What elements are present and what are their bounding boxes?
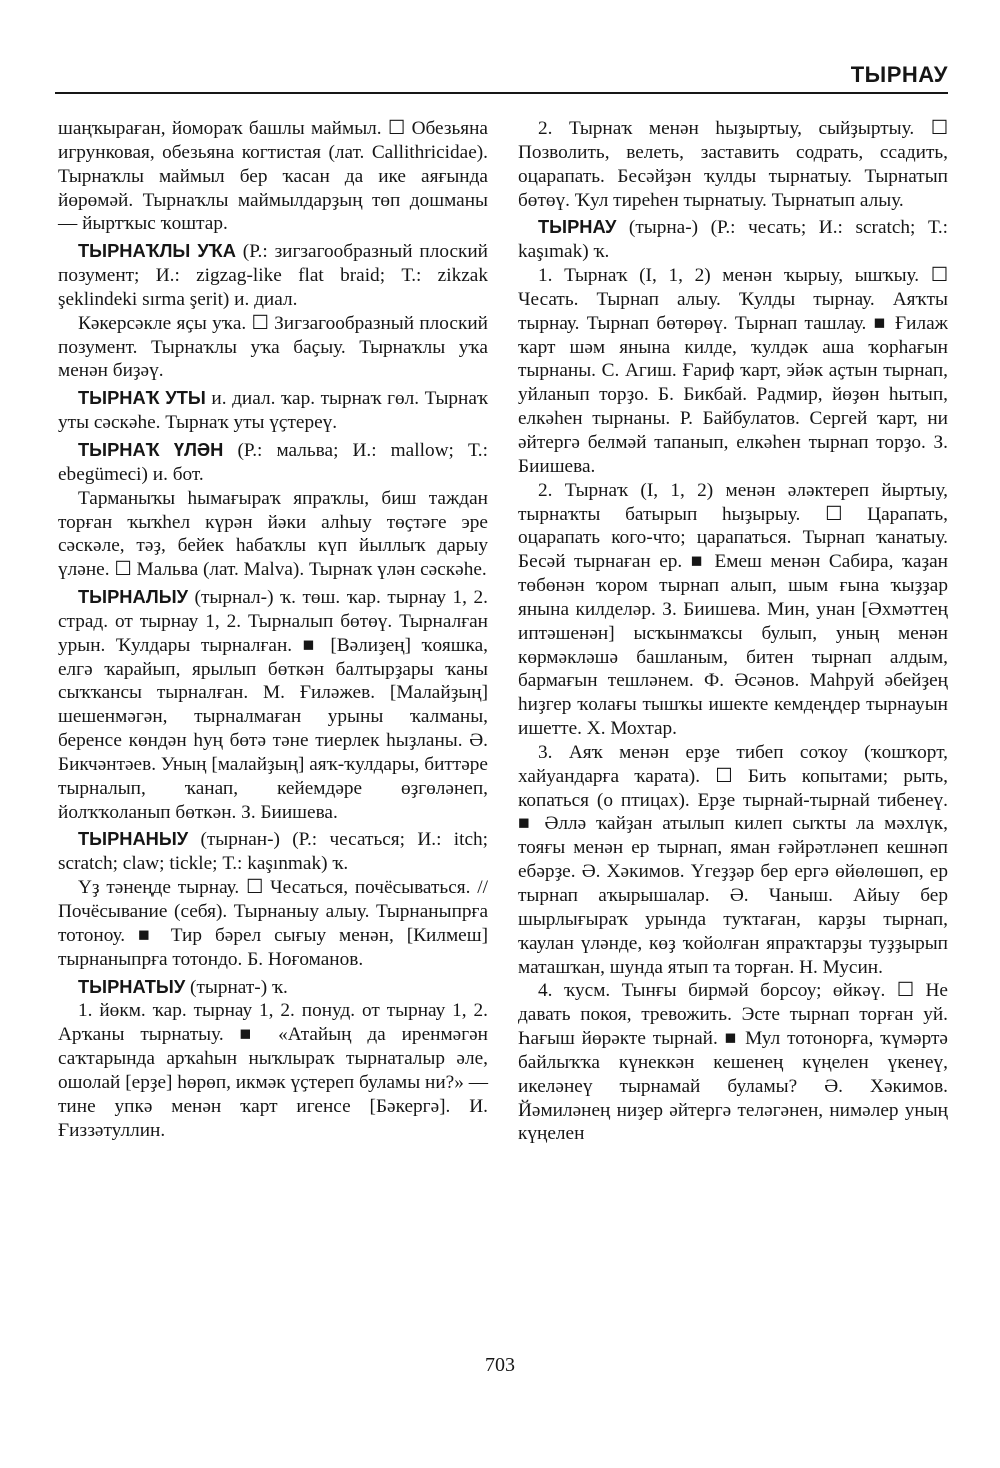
entry-sense: 1. йөкм. ҡар. тырнау 1, 2. понуд. от тырнау 1, 2. Арҡаны тырнатыу. ■ «Атайың да иренмәгән саҡтарында арҡаһын ныҡлыраҡ тырнаталыр әле, ошолай [ерҙе] һөрөп, икмәк үҫтереп буламы ни?» — тине упкә менән ҡарт игенсе [Бәкергә]. И. Ғиззәтуллин. [58, 1000, 488, 1141]
headword: ТЫРНАҠ ҮЛӘН [78, 438, 224, 460]
entry-sense: 3. Аяҡ менән ерҙе тибеп соҡоу (ҡошҡорт, хайуандарға ҡарата). ☐ Бить копытами; рыть, копаться (о птицах). Ерҙе тырнай-тырнай тибенеү. ■ Әллә ҡайҙан атылып килеп сыҡты ла мәхлүк, тояғы менән ер тырнап, яман ғәйрәтләнеп кешнәп ебәрҙе. Ә. Хәкимов. Үгеҙҙәр бер ергә өйөлөшөп, ер тырнап аҡырышалар. Ә. Чаныш. Айыу бер шырлығыраҡ урында туҡтаған, карҙы тырнап, ҡаулан үләнде, көҙ ҡойолған япраҡтарҙы туҙҙырып маташҡан, шунда ятып та торған. Н. Мусин. [518, 741, 948, 978]
entry-body: Үҙ тәнеңде тырнау. ☐ Чесаться, почёсываться. // Почёсывание (себя). Тырнаныу алыу. Тырнаныпрға тотоноу. ■ Тир бәрел сығыу менән, [Килмеш] тырнаныпрға тотондо. Б. Ноғоманов. [58, 877, 488, 970]
entry-gloss: (тырнал-) ҡ. төш. ҡар. тырнау 1, 2. страд. от тырнау 1, 2. Тырналып бөтөү. Тырналған урын. Ҡулдары тырналған. ■ [Вәлиҙең] ҡояшка, елгә ҡарайып, ярылып бөткән балтырҙары ҡаны сыҡҡансы тырналған. М. Ғиләжев. [Малайҙың] шешенмәгән, тырналмаған урыны ҡалманы, беренсе көндән һуң бөтә тәне тиерлек һыҙланы. Ә. Бикчәнтәев. Уның [малайҙың] аяҡ-ҡулдары, биттәре тырналып, ҡанап, кейемдәре өҙгөләнеп, йолҡҡоланып бөткән. З. Биишева. [58, 587, 488, 823]
headword: ТЫРНАТЫУ [78, 975, 186, 997]
entry-sense: 1. Тырнаҡ (I, 1, 2) менән ҡырыу, ышҡыу. ☐ Чесать. Тырнап алыу. Ҡулды тырнау. Аяҡты тырнау. Тырнап бөтөрөү. Тырнап ташлау. ■ Ғилаж ҡарт шәм янына килде, ҡулдәк аша ҡорһағын тырнаны. С. Агиш. Ғариф ҡарт, эйәк аҫтын тырнап, уйланып торҙо. Б. Бикбай. Радмир, йөҙөн һытып, елкәһен тырнаны. Р. Байбулатов. Сергей ҡарт, ни әйтергә белмәй тапанып, елкәһен тырнап торҙо. З. Биишева. [518, 265, 948, 477]
headword: ТЫРНАҠ УТЫ [78, 387, 206, 409]
entry-gloss: (тырнан-) (Р.: чесаться; И.: itch; scratch; claw; tickle; Т.: kaşınmak) ҡ. [58, 829, 488, 875]
entry-gloss: (тырнат-) ҡ. [190, 976, 288, 998]
left-column [58, 117, 488, 1142]
page-header [55, 58, 948, 94]
page-number: 703 [485, 1354, 515, 1376]
entry-sense: 2. Тырнаҡ менән һыҙыртыу, сыйҙыртыу. ☐ Позволить, велеть, заставить содрать, ссадить, оцарапать. Бесәйҙән ҡулды тырнатыу. Тырнатып бөтөү. Ҡул тиреһен тырнатыу. Тырнатып алыу. [518, 118, 948, 211]
entry-sense: 4. ҡусм. Тынғы бирмәй борсоу; өйкәү. ☐ Не давать покоя, тревожить. Эсте тырнап торған уй. Һағыш йөрәкте тырнай. ■ Мул тотонорға, ҡүмәртә байлыҡҡа күнеккән кешенең күңелен үкенеү, икеләнеү тырнамай буламы? Ә. Хәкимов. Йәмиләнең ниҙер әйтергә теләгәнен, нимәлер уның күңелен [518, 980, 948, 1145]
entry-tyrnalyu [58, 585, 488, 824]
entry-tyrnatyu [58, 975, 488, 1000]
headword: ТЫРНАҠЛЫ УҠА [78, 240, 236, 262]
headword: ТЫРНАНЫУ [78, 828, 189, 850]
entry-gloss: (Р.: мальва; И.: mallow; Т.: ebegümeci) и. бот. [58, 439, 488, 485]
entry-gloss: (тырна-) (Р.: чесать; И.: scratch; Т.: kaşımak) ҡ. [518, 217, 948, 263]
entry-continuation: шаңҡыраған, йомораҡ башлы маймыл. ☐ Обезьяна игрунковая, обезьяна когтистая (лат. Callithricidae). Тырнаҡлы маймыл бер ҡасан да ике аяғында йөрөмәй. Тырнаҡлы маймылдарҙың төп дошманы — йыртҡыс ҡоштар. [58, 118, 488, 235]
entry-tyrnak-uty [58, 386, 488, 435]
entry-sense: 2. Тырнаҡ (I, 1, 2) менән әләктереп йыртыу, тырнаҡты батырып һыҙырыу. ☐ Царапать, оцарапать кого-что; царапаться. Тырнап ҡанатыу. Бесәй тырнаған ер. ■ Емеш менән Сабира, ҡаҙан төбөнән ҡором тырнап алып, шым ғына ҡыҙҙар янына килделәр. З. Биишева. Мин, унан [Әхмәттең иптәшенән] ысҡынмаҡсы булып, уның менән көрмәкләшә башланым, битен тырнап алдым, бармағын тешләнем. Ф. Әсәнов. Маһруй әбейҙең һиҙгер ҡолағы тышҡы ишекте кемдеңдер тырнауын ишетте. Х. Мохтар. [518, 479, 948, 740]
entry-tyrnanyu [58, 827, 488, 876]
entry-body: Тарманыҡы һымағыраҡ япраҡлы, биш таждан торған ҡыҡһел күрән йәки алһыу төҫтәге эре сәскәле, тәҙ, бейек һабаҡлы күп йыллыҡ дарыу үләне. ☐ Мальва (лат. Malva). Тырнаҡ үлән сәскәһе. [58, 487, 488, 581]
entry-tyrnau [518, 215, 948, 264]
entry-gloss: и. диал. ҡар. тырнаҡ гөл. Тырнаҡ уты сәскәһе. Тырнаҡ уты үҫтереү. [58, 388, 488, 434]
headword: ТЫРНАУ [538, 216, 617, 238]
entry-tyrnakly-uka [58, 239, 488, 312]
entry-gloss: (Р.: зигзагообразный плоский позумент; И.: zigzag-like flat braid; Т.: zikzak şeklindeki sırma şerit) и. диал. [58, 241, 489, 310]
entry-body: Кәкерсәкле яҫы уҡа. ☐ Зигзагообразный плоский позумент. Тырнаҡлы уҡа баҫыу. Тырнаҡлы уҡа менән биҙәү. [58, 312, 488, 382]
right-column [518, 117, 948, 1146]
running-head: ТЫРНАУ [850, 62, 948, 87]
headword: ТЫРНАЛЫУ [78, 586, 188, 608]
entry-tyrnak-ulen [58, 438, 488, 487]
